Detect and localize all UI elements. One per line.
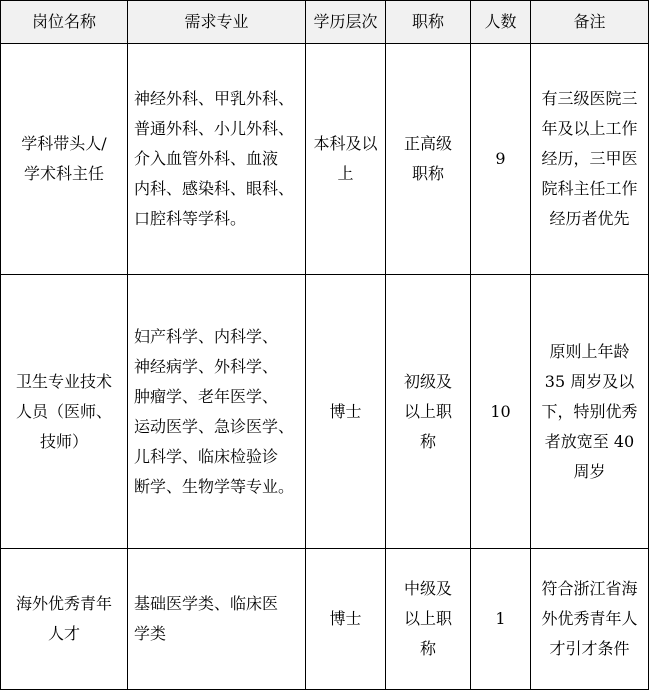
note-cell xyxy=(531,44,649,275)
position-line: 人员（医师、 xyxy=(15,401,112,421)
title-line: 中级及 xyxy=(403,579,452,599)
count-cell: 9 xyxy=(471,44,531,275)
major-line: 断学、生物学等专业。 xyxy=(134,476,295,496)
header-major: 需求专业 xyxy=(128,1,306,44)
title-line: 以上职 xyxy=(403,609,452,629)
count-cell: 1 xyxy=(471,549,531,690)
note-line: 符合浙江省海 xyxy=(541,579,638,599)
title-cell xyxy=(386,549,471,690)
major-line: 基础医学类、临床医 xyxy=(134,594,279,614)
position-cell xyxy=(1,549,128,690)
title-cell xyxy=(386,44,471,275)
header-title: 职称 xyxy=(386,1,471,44)
degree-cell xyxy=(306,275,386,549)
note-line: 经历，三甲医 xyxy=(541,149,638,169)
major-line: 运动医学、急诊医学、 xyxy=(134,416,295,436)
position-line: 卫生专业技术 xyxy=(15,371,112,391)
note-line: 周岁 xyxy=(573,461,606,481)
major-line: 妇产科学、内科学、 xyxy=(134,326,279,346)
count-cell: 10 xyxy=(471,275,531,549)
header-count: 人数 xyxy=(471,1,531,44)
major-line: 肿瘤学、老年医学、 xyxy=(134,386,279,406)
title-line: 职称 xyxy=(411,164,444,184)
major-cell xyxy=(128,275,306,549)
major-line: 内科、感染科、眼科、 xyxy=(134,179,295,199)
header-position: 岗位名称 xyxy=(1,1,128,44)
note-line: 35 周岁及以 xyxy=(544,371,635,391)
title-line: 正高级 xyxy=(403,134,452,154)
position-cell xyxy=(1,44,128,275)
title-line: 初级及 xyxy=(403,371,452,391)
header-note: 备注 xyxy=(531,1,649,44)
note-line: 者放宽至 40 xyxy=(544,431,635,451)
note-cell xyxy=(531,549,649,690)
note-cell xyxy=(531,275,649,549)
title-line: 称 xyxy=(419,639,436,659)
note-line: 经历者优先 xyxy=(549,209,630,229)
note-line: 年及以上工作 xyxy=(541,119,638,139)
position-line: 技师） xyxy=(39,431,88,451)
title-line: 以上职 xyxy=(403,401,452,421)
major-line: 普通外科、小儿外科、 xyxy=(134,119,295,139)
major-line: 神经病学、外科学、 xyxy=(134,356,279,376)
position-cell xyxy=(1,275,128,549)
title-line: 称 xyxy=(419,431,436,451)
note-line: 原则上年龄 xyxy=(549,341,630,361)
note-line: 外优秀青年人 xyxy=(541,609,638,629)
major-line: 学类 xyxy=(134,624,167,644)
major-line: 介入血管外科、血液 xyxy=(134,149,279,169)
degree-line: 上 xyxy=(337,164,354,184)
major-cell xyxy=(128,44,306,275)
title-cell xyxy=(386,275,471,549)
note-line: 才引才条件 xyxy=(549,639,630,659)
position-line: 海外优秀青年 xyxy=(15,594,112,614)
major-line: 儿科学、临床检验诊 xyxy=(134,446,279,466)
note-line: 有三级医院三 xyxy=(541,89,638,109)
position-line: 学科带头人/ xyxy=(21,134,107,154)
degree-cell xyxy=(306,549,386,690)
table-row xyxy=(1,275,649,549)
position-line: 学术科主任 xyxy=(23,164,104,184)
degree-line: 博士 xyxy=(329,609,362,629)
position-line: 人才 xyxy=(47,624,80,644)
degree-cell xyxy=(306,44,386,275)
table-row xyxy=(1,44,649,275)
note-line: 下，特别优秀 xyxy=(541,401,638,421)
degree-line: 博士 xyxy=(329,401,362,421)
major-cell xyxy=(128,549,306,690)
major-line: 口腔科等学科。 xyxy=(134,209,247,229)
degree-line: 本科及以 xyxy=(313,134,378,154)
header-degree: 学历层次 xyxy=(306,1,386,44)
table-row xyxy=(1,549,649,690)
note-line: 院科主任工作 xyxy=(541,179,638,199)
major-line: 神经外科、甲乳外科、 xyxy=(134,89,295,109)
header-row xyxy=(1,1,649,44)
